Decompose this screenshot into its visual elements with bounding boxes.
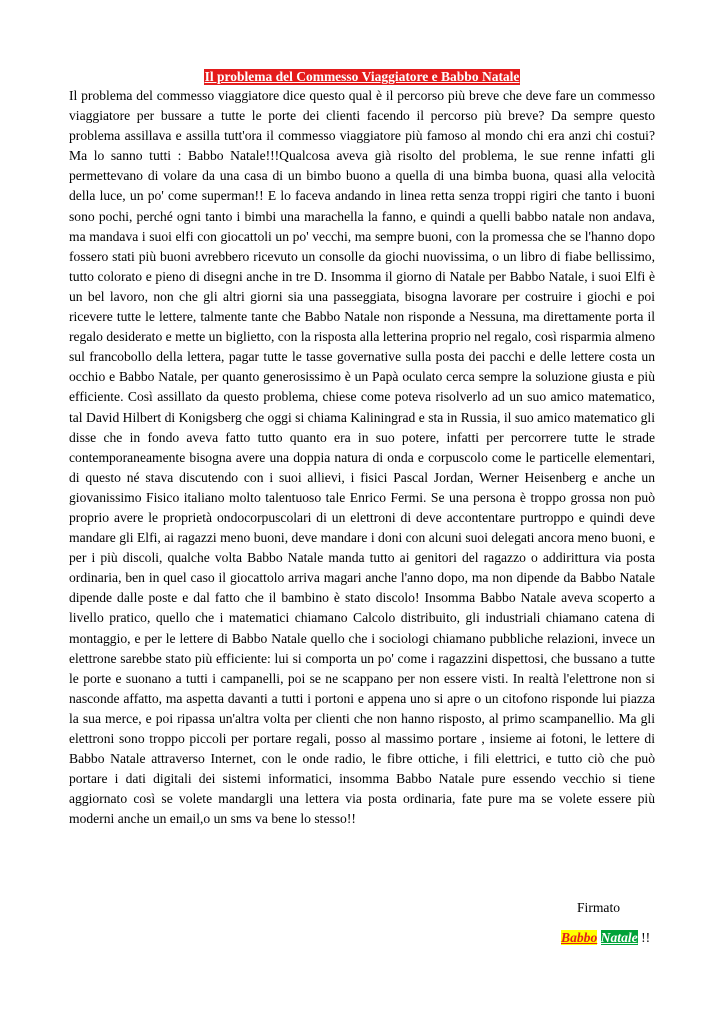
signature-second-word: Natale — [600, 930, 638, 945]
signature-first-word: Babbo — [561, 930, 598, 945]
signed-label: Firmato — [577, 900, 621, 915]
title-container — [0, 68, 724, 86]
signature-exclamation: !! — [637, 930, 651, 945]
document-title: Il problema del Commesso Viaggiatore e Babbo Natale — [204, 69, 520, 84]
body-paragraph: Il problema del commesso viaggiatore dice questo qual è il percorso più breve che deve fare un commesso viaggiatore per bussare a tutte le porte dei clienti facendo il percorso più breve? Da sempre questo problema assillava e assilla tutt'ora il commesso viaggiatore più famoso al mondo chi era anzi chi costui? Ma lo sanno tutti : Babbo Natale!!!Qualcosa aveva già risolto del problema, le sue renne infatti gli permettevano di volare da una casa di un bimbo buono a quella di una bimba buona, quasi alla velocità della luce, un po' come superman!! E lo faceva andando in linea retta senza troppi rigiri che tanto i buoni sono pochi, perché ogni tanto i bimbi una marachella la fanno, e quindi a quelli babbo natale non andava, ma mandava i suoi elfi con giocattoli un po' vecchi, ma sempre buoni, con la promessa che se l'hanno dopo fossero stati più buoni avrebbero ricevuto un consolle da giochi nuovissima, o un libro di fiabe bellissimo, tutto colorato e pieno di disegni anche in tre D. Insomma il giorno di Natale per Babbo Natale, i suoi Elfi è un bel lavoro, non che gli altri giorni sia una passeggiata, bisogna lavorare per costruire i giochi e poi ricevere tutte le lettere, talmente tante che Babbo Natale non risponde a Nessuna, ma direttamente porta il regalo desiderato e mette un biglietto, con la risposta alla letterina proprio nel regalo, così risparmia almeno sul francobollo della lettera, pagar tutte le tasse governative sulla posta dei pacchi e delle lettere costa un occhio e Babbo Natale, per quanto generosissimo è un Papà oculato cerca sempre la soluzione giusta e più efficiente. Così assillato da questo problema, chiese come poteva risolverlo ad un suo amico matematico, tal David Hilbert di Konigsberg che oggi si chiama Kaliningrad e sta in Russia, il suo amico matematico gli disse che in fondo aveva fatto tutto quanto era in suo potere, infatti per percorrere tutte le strade contemporaneamente bisogna avere una doppia natura di onda e corpuscolo come le particelle elementari, di questo né stava discutendo con i suoi allievi, i fisici Pascal Jordan, Werner Heisenberg e anche un giovanissimo Fisico italiano molto talentuoso tale Enrico Fermi. Se una persona è troppo grossa non può proprio avere le proprietà ondocorpuscolari di un elettroni di deve accontentare purtroppo e quindi deve mandare gli Elfi, ai ragazzi meno buoni, deve mandare i doni con alcuni suoi delegati ancora meno buoni, e per i più discoli, qualche volta Babbo Natale manda tutto ai genitori del ragazzo o addirittura via posta ordinaria, ben in quel caso il giocattolo arriva magari anche l'anno dopo, ma non dipende da Babbo Natale dipende dalle poste e dal fatto che il bambino è stato discolo! Insomma Babbo Natale aveva scoperto a livello pratico, quello che i matematici chiamano Calcolo distribuito, gli industriali chiamano catena di montaggio, e per le lettere di Babbo Natale quello che i sociologi chiamano pubbliche relazioni, invece un elettrone sarebbe stato più efficiente: lui si comporta un po' come i ragazzini dispettosi, che bussano a tutte le porte e suonano a tutti i campanelli, poi se ne scappano per non essere visti. In realtà l'elettrone non si nasconde affatto, ma aspetta davanti a tutti i portoni e appena uno si apre o un citofono risponde lui piazza la sua merce, e poi ripassa un'altra volta per clienti che non hanno risposto, al primo scampanellio. Ma gli elettroni sono troppo piccoli per portare regali, posso al massimo portare , insieme ai fotoni, le lettere di Babbo Natale attraverso Internet, con le onde radio, le fibre ottiche, i fili elettrici, e tutto ciò che può portare i dati digitali dei sistemi informatici, insomma Babbo Natale pure essendo vecchio si tiene aggiornato così se volete mandargli una lettera via posta ordinaria, fate pure ma se volete essere più moderni anche un email,o un sms va bene lo stesso!! — [69, 88, 655, 827]
signature — [561, 929, 650, 947]
